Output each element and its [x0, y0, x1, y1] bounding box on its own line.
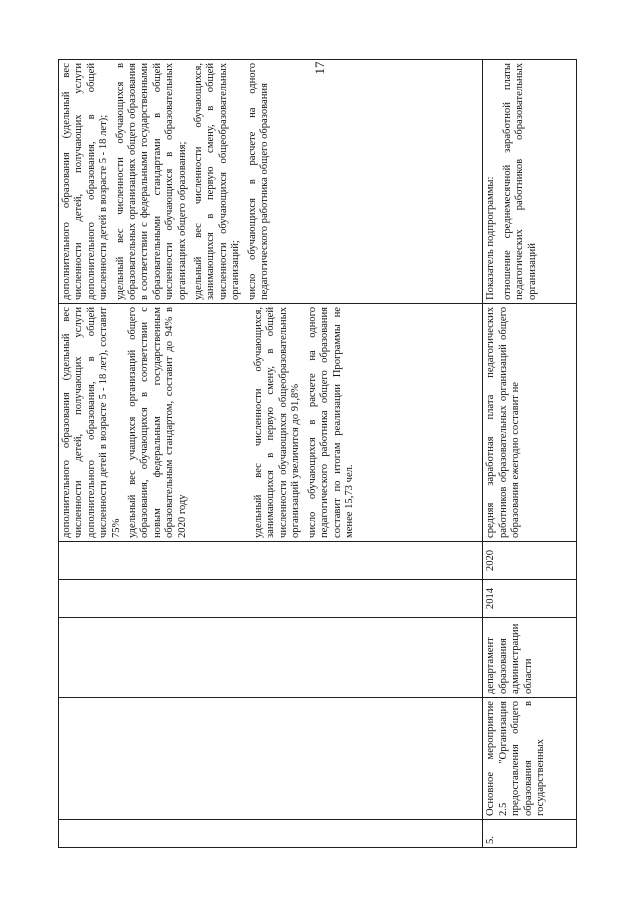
indicator-text: дополнительного образования (удельный вес численности детей, получающих услуги дополнительного образования, в общей численности детей в возрасте 5 - 18 лет);	[61, 63, 110, 300]
cell-results	[59, 304, 483, 542]
indicator-text: удельный вес численности обучающихся в образовательных организациях общего образования в соответствии с федеральными государственными образовательными стандартами в общей численности обучающихся в образовательных организациях общего образования;	[114, 63, 188, 300]
indicator-text: отношение среднемесячной заработной платы педагогических работников образовательных организаций	[501, 63, 538, 300]
cell-num: 5.	[483, 820, 577, 848]
program-table	[58, 59, 577, 848]
cell-indicators	[59, 60, 483, 304]
cell-result: средняя заработная плата педагогических работников образовательных организаций общего образования ежегодно составит не	[483, 304, 577, 542]
cell-year-end: 2020	[483, 542, 577, 580]
result-text: удельный вес численности обучающихся, занимающихся в первую смену, в общей численности обучающихся общеобразовательных организаций увеличится до 91,8%	[253, 307, 302, 538]
cell-executor: департамент образования администрации области	[483, 618, 577, 698]
indicator-text: число обучающихся в расчете на одного педагогического работника общего образования	[246, 63, 271, 300]
cell-start-empty	[59, 580, 483, 618]
rotated-table-container	[58, 60, 577, 848]
indicator-title: Показатель подпрограммы:	[485, 176, 497, 300]
cell-event-empty	[59, 698, 483, 820]
cell-event: Основное мероприятие 2.5 "Организация предоставления общего образования в государственных	[483, 698, 577, 820]
table-row	[59, 60, 483, 848]
cell-end-empty	[59, 542, 483, 580]
cell-num-empty	[59, 820, 483, 848]
cell-executor-empty	[59, 618, 483, 698]
result-text: дополнительного образования (удельный вес численности детей, получающих услуги дополнительного образования, в общей численности детей в возрасте 5 - 18 лет), составит 75%	[61, 307, 122, 538]
table-row	[483, 60, 577, 848]
page-number: 17	[312, 61, 327, 75]
cell-indicator	[483, 60, 577, 304]
indicator-text: удельный вес численности обучающихся, занимающихся в первую смену, в общей численности обучающихся общеобразовательных организаций;	[193, 63, 242, 300]
result-text: число обучающихся в расчете на одного педагогического работника общего образования составит по итогам реализации Программы не менее 15,73 чел.	[306, 307, 355, 538]
cell-year-start: 2014	[483, 580, 577, 618]
result-text: удельный вес учащихся организаций общего образования, обучающихся в соответствии с новым федеральным государственным образовательным стандартом, составит до 94% в 2020 году	[127, 307, 188, 538]
